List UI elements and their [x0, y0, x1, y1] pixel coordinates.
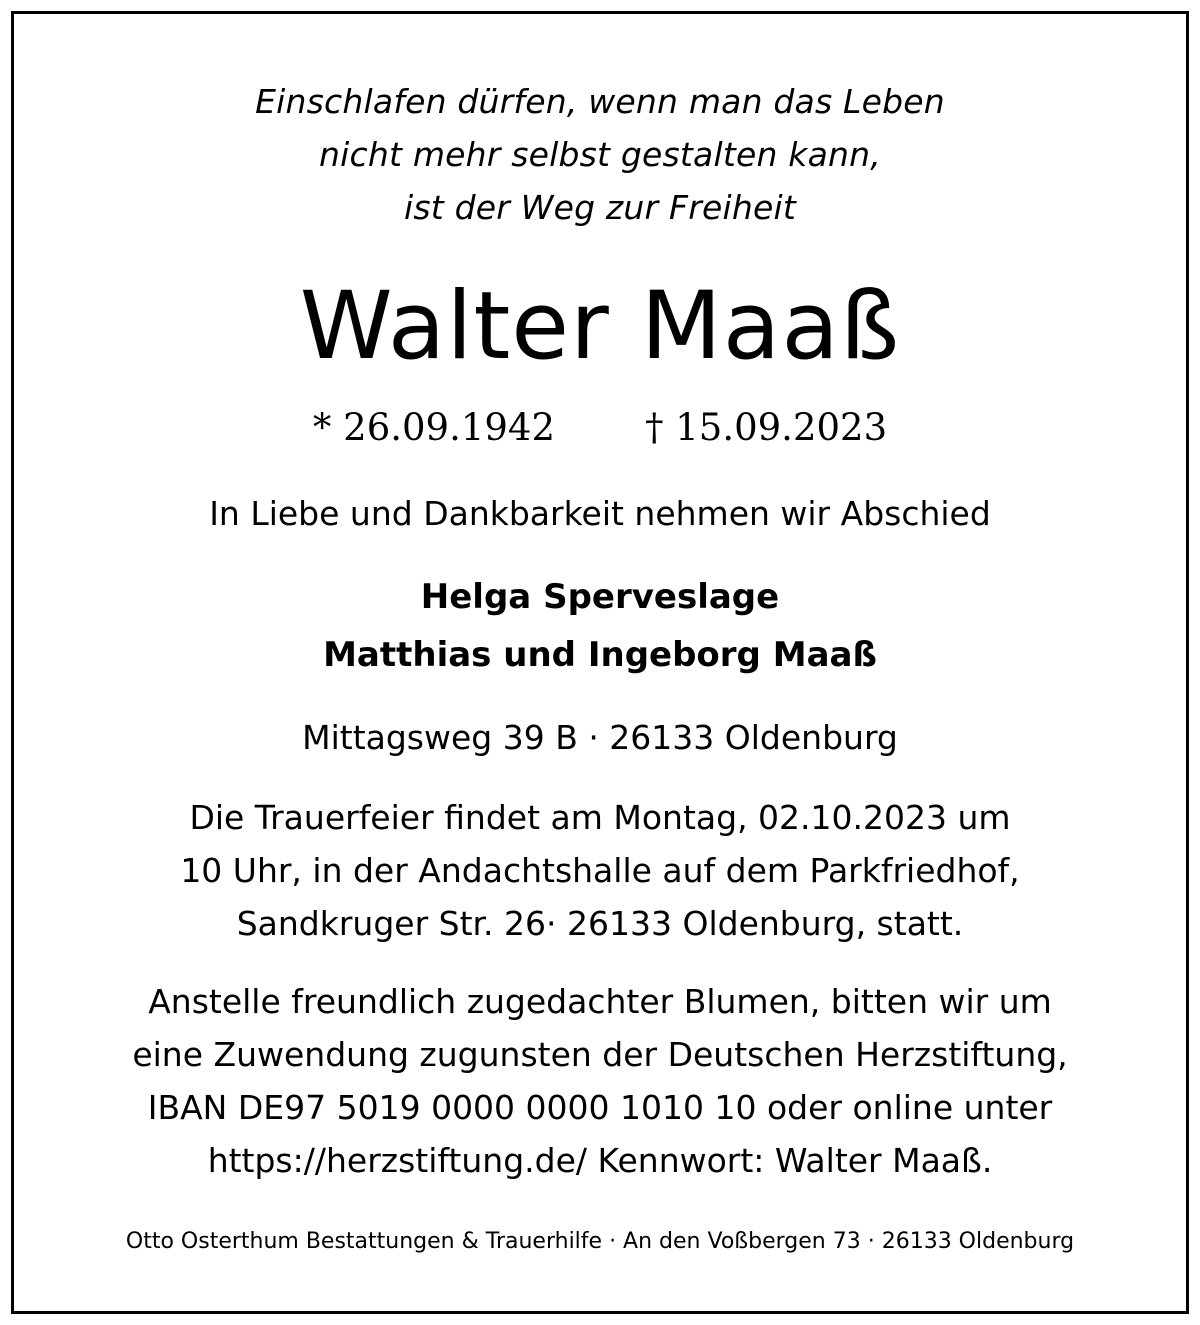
farewell-text: In Liebe und Dankbarkeit nehmen wir Abschied — [209, 494, 991, 533]
life-dates — [0, 406, 1200, 449]
ceremony-line: 10 Uhr, in der Andachtshalle auf dem Parkfriedhof, — [180, 851, 1020, 890]
verse-line: Einschlafen dürfen, wenn man das Leben — [255, 82, 945, 121]
verse-line: nicht mehr selbst gestalten kann, — [319, 135, 881, 174]
donation-line: Anstelle freundlich zugedachter Blumen, bitten wir um — [148, 982, 1052, 1021]
ceremony-line: Sandkruger Str. 26· 26133 Oldenburg, statt. — [236, 904, 964, 943]
deceased-name: Walter Maaß — [299, 272, 901, 381]
mourner-address: Mittagsweg 39 B · 26133 Oldenburg — [302, 718, 898, 757]
donation-line: IBAN DE97 5019 0000 0000 1010 10 oder online unter — [147, 1088, 1053, 1127]
verse-line: ist der Weg zur Freiheit — [404, 188, 796, 227]
birth-date: * 26.09.1942 — [312, 406, 555, 449]
donation-line: eine Zuwendung zugunsten der Deutschen Herzstiftung, — [132, 1035, 1068, 1074]
donation-line: https://herzstiftung.de/ Kennwort: Walter Maaß. — [207, 1141, 993, 1180]
mourner-name: Matthias und Ingeborg Maaß — [323, 635, 877, 675]
mourner-name: Helga Sperveslage — [420, 577, 780, 617]
funeral-home-footer: Otto Osterthum Bestattungen & Trauerhilfe · An den Voßbergen 73 · 26133 Oldenburg — [125, 1229, 1075, 1254]
death-date: † 15.09.2023 — [645, 406, 888, 449]
ceremony-line: Die Trauerfeier findet am Montag, 02.10.2023 um — [189, 798, 1011, 837]
